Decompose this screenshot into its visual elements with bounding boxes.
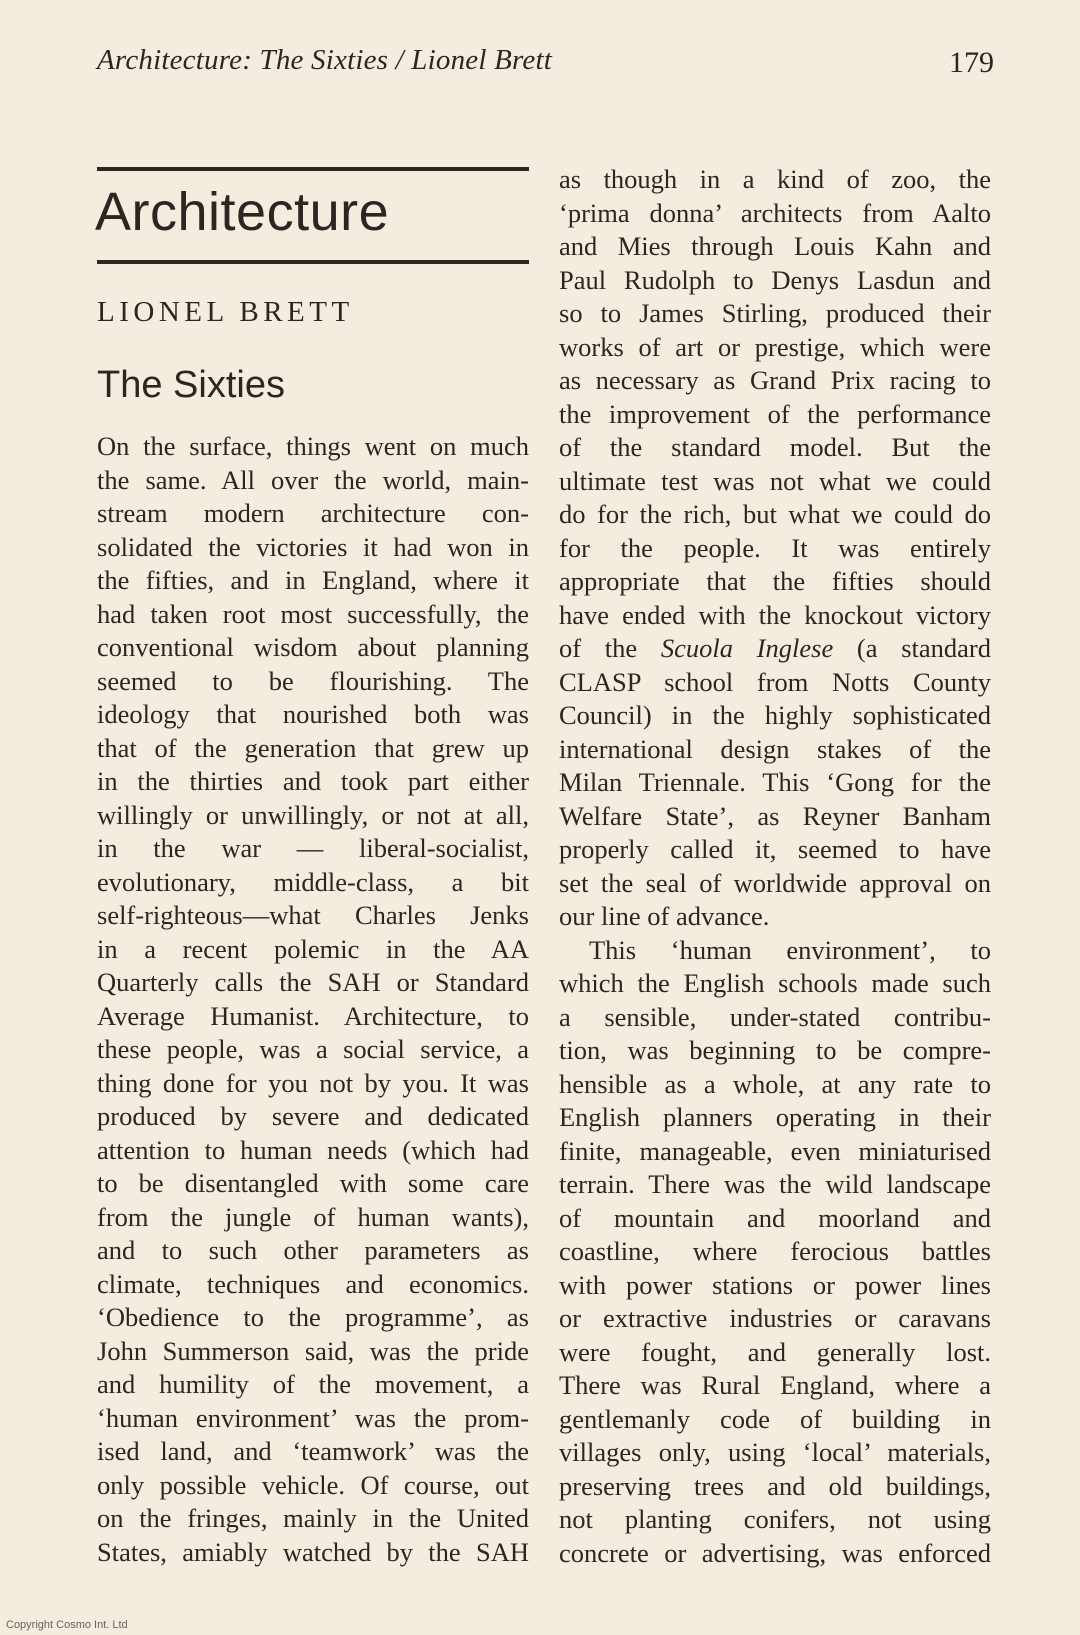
text-line: villages only, using ‘local’ materials,	[559, 1437, 991, 1467]
right-column	[559, 163, 991, 1570]
text-line-italic-title	[559, 632, 991, 666]
text-segment: (a standard	[833, 633, 991, 663]
left-column	[97, 430, 529, 1569]
text-line: Council) in the highly sophisticated	[559, 700, 991, 730]
italic-title-scuola-inglese: Scuola Inglese	[660, 633, 834, 663]
paragraph-start-line: This ‘human environment’, to	[589, 934, 991, 965]
author-name: LIONEL BRETT	[97, 296, 354, 328]
text-line: our line of advance.	[559, 901, 770, 931]
text-line: the improvement of the performance	[559, 398, 991, 429]
text-line: the same. All over the world, main-	[97, 464, 529, 495]
text-line: that of the generation that grew up	[97, 732, 529, 763]
text-line: finite, manageable, even miniaturised	[559, 1135, 991, 1166]
text-line: stream modern architecture con-	[97, 498, 529, 528]
text-line: do for the rich, but what we could do	[559, 499, 991, 529]
text-line: On the surface, things went on much	[97, 431, 529, 461]
text-line: thing done for you not by you. It was	[97, 1067, 529, 1098]
text-line: evolutionary, middle-class, a bit	[97, 866, 529, 897]
text-line: concrete or advertising, was enforced	[559, 1537, 991, 1568]
text-line: English planners operating in their	[559, 1102, 991, 1132]
text-line: preserving trees and old buildings,	[559, 1470, 991, 1501]
text-line: ‘human environment’ was the prom-	[97, 1402, 529, 1433]
text-line: of the standard model. But the	[559, 432, 991, 462]
text-line: seemed to be flourishing. The	[97, 665, 529, 696]
text-line: not planting conifers, not using	[559, 1504, 991, 1534]
text-line: ideology that nourished both was	[97, 699, 529, 729]
text-line: attention to human needs (which had	[97, 1134, 529, 1165]
text-line: States, amiably watched by the SAH	[97, 1536, 529, 1567]
text-line: only possible vehicle. Of course, out	[97, 1469, 529, 1500]
text-line: conventional wisdom about planning	[97, 632, 529, 662]
text-line: works of art or prestige, which were	[559, 331, 991, 362]
text-line: in the war — liberal-socialist,	[97, 833, 529, 863]
text-line: ‘prima donna’ architects from Aalto	[559, 197, 991, 228]
text-line: the fifties, and in England, where it	[97, 565, 529, 595]
section-rule-bottom	[97, 260, 529, 264]
text-line: ultimate test was not what we could	[559, 465, 991, 496]
text-line: for the people. It was entirely	[559, 532, 991, 563]
text-line: terrain. There was the wild landscape	[559, 1169, 991, 1199]
text-line: Paul Rudolph to Denys Lasdun and	[559, 264, 991, 295]
text-line: solidated the victories it had won in	[97, 531, 529, 562]
text-line: ‘Obedience to the programme’, as	[97, 1302, 529, 1332]
text-line: hensible as a whole, at any rate to	[559, 1068, 991, 1099]
text-line: were fought, and generally lost.	[559, 1336, 991, 1367]
text-line: had taken root most successfully, the	[97, 598, 529, 629]
text-line: Quarterly calls the SAH or Standard	[97, 967, 529, 997]
text-line: properly called it, seemed to have	[559, 834, 991, 864]
text-line: which the English schools made such	[559, 968, 991, 998]
text-line: Average Humanist. Architecture, to	[97, 1000, 529, 1031]
text-line: from the jungle of human wants),	[97, 1201, 529, 1232]
text-line: as necessary as Grand Prix racing to	[559, 365, 991, 395]
text-line: Welfare State’, as Reyner Banham	[559, 800, 991, 831]
text-line: Milan Triennale. This ‘Gong for the	[559, 767, 991, 797]
text-line: tion, was beginning to be compre-	[559, 1035, 991, 1065]
text-line: gentlemanly code of building in	[559, 1403, 991, 1434]
text-line: a sensible, under-stated contribu-	[559, 1001, 991, 1032]
text-line: climate, techniques and economics.	[97, 1268, 529, 1299]
page-number: 179	[949, 46, 994, 79]
text-line: so to James Stirling, produced their	[559, 298, 991, 328]
text-line: ised land, and ‘teamwork’ was the	[97, 1436, 529, 1466]
text-line: There was Rural England, where a	[559, 1370, 991, 1400]
text-line: these people, was a social service, a	[97, 1034, 529, 1064]
section-title: Architecture	[95, 182, 390, 242]
text-line: self-righteous—what Charles Jenks	[97, 900, 529, 930]
text-line: coastline, where ferocious battles	[559, 1236, 991, 1266]
text-line: willingly or unwillingly, or not at all,	[97, 799, 529, 830]
text-line: in the thirties and took part either	[97, 766, 529, 796]
text-line: appropriate that the fifties should	[559, 566, 991, 596]
text-line: John Summerson said, was the pride	[97, 1335, 529, 1366]
text-line: set the seal of worldwide approval on	[559, 867, 991, 898]
text-line: with power stations or power lines	[559, 1269, 991, 1300]
text-line: international design stakes of the	[559, 733, 991, 764]
text-line: on the fringes, mainly in the United	[97, 1503, 529, 1533]
text-line: or extractive industries or caravans	[559, 1303, 991, 1333]
text-line: and Mies through Louis Kahn and	[559, 231, 991, 261]
text-line: CLASP school from Notts County	[559, 666, 991, 697]
text-line: as though in a kind of zoo, the	[559, 164, 991, 194]
text-line: have ended with the knockout victory	[559, 599, 991, 630]
text-line: in a recent polemic in the AA	[97, 933, 529, 964]
running-head: Architecture: The Sixties / Lionel Brett	[97, 44, 552, 76]
text-line: of mountain and moorland and	[559, 1202, 991, 1233]
text-line: to be disentangled with some care	[97, 1168, 529, 1198]
text-line: and to such other parameters as	[97, 1235, 529, 1265]
text-line: and humility of the movement, a	[97, 1369, 529, 1399]
text-segment: of the	[559, 633, 661, 663]
copyright-credit: Copyright Cosmo Int. Ltd	[6, 1619, 128, 1631]
article-title: The Sixties	[97, 364, 285, 406]
text-line: produced by severe and dedicated	[97, 1101, 529, 1131]
section-rule-top	[97, 167, 529, 171]
